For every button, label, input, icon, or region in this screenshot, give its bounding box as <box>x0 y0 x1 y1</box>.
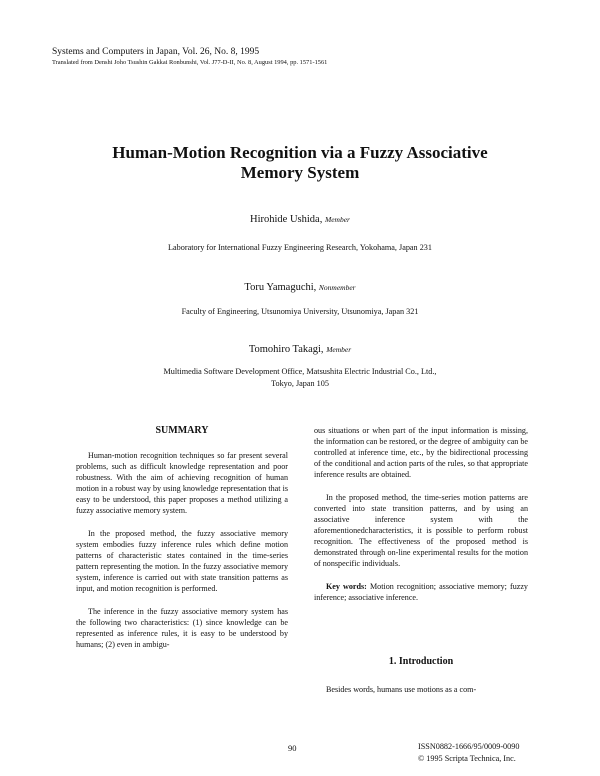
affiliation-1 <box>60 242 540 254</box>
summary-heading: SUMMARY <box>155 425 209 436</box>
keywords <box>314 581 528 603</box>
copyright: © 1995 Scripta Technica, Inc. <box>418 754 516 763</box>
summary-paragraph-5: In the proposed method, the time-series motion patterns are converted into state transition patterns, and by using an associative inference system with the aforementionedcharacteristics, it is possible to perform robust recognition. The effectiveness of the proposed method is demonstrated through on-line experimental results for the motion of nonspecific individuals. <box>314 493 528 568</box>
translation-note: Translated from Denshi Joho Tsushin Gakkai Ronbunshi, Vol. J77-D-II, No. 8, August 1994, pp. 1571-1561 <box>52 59 328 66</box>
affiliation-line: Laboratory for International Fuzzy Engineering Research, Yokohama, Japan 231 <box>168 243 432 252</box>
author-name: Toru Yamaguchi, <box>244 282 317 293</box>
keywords-text: Motion recognition; associative memory; fuzzy inference; associative inference. <box>314 582 528 602</box>
left-column <box>76 425 288 650</box>
introduction-first-line: Besides words, humans use motions as a com- <box>326 685 477 694</box>
paper-title <box>60 143 540 183</box>
summary-paragraph-1: Human-motion recognition techniques so far present several problems, such as difficult knowledge representation and poor robustness. With the aim of achieving recognition of human motion in a robust way by using knowledge representation that is easy to be understood, this paper proposes a method utilizing a fuzzy associative memory system. <box>76 451 288 515</box>
author-1 <box>60 213 540 226</box>
issn: ISSN0882-1666/95/0009-0090 <box>418 742 520 751</box>
introduction-heading: 1. Introduction <box>388 656 454 667</box>
keywords-label: Key words: <box>326 582 367 591</box>
right-column <box>314 425 528 615</box>
footer-right <box>418 741 519 765</box>
affiliation-line: Multimedia Software Development Office, Matsushita Electric Industrial Co., Ltd., <box>163 367 437 376</box>
title-line-2: Memory System <box>240 163 360 182</box>
author-name: Tomohiro Takagi, <box>248 344 324 355</box>
page-number: 90 <box>288 743 297 753</box>
author-role: Nonmember <box>318 283 356 292</box>
author-name: Hirohide Ushida, <box>250 214 323 225</box>
journal-citation: Systems and Computers in Japan, Vol. 26, No. 8, 1995 <box>52 47 260 57</box>
summary-paragraph-2: In the proposed method, the fuzzy associative memory system embodies fuzzy inference rules which define motion patterns of characteristic states contained in the time-series pattern representing the motion. In the fuzzy associative memory system, inference is carried out with state transition patterns as input, and motion recognition is performed. <box>76 529 288 593</box>
affiliation-2 <box>60 306 540 318</box>
affiliation-3 <box>60 366 540 390</box>
author-2 <box>60 281 540 294</box>
summary-paragraph-4: ous situations or when part of the input information is missing, the information can be restored, or the degree of ambiguity can be controlled at inference time, etc., by the bidirectional processing of the conditional and action parts of the rules, so that appropriate inference results are obtained. <box>314 426 528 479</box>
author-3 <box>60 343 540 356</box>
affiliation-line: Tokyo, Japan 105 <box>271 379 329 388</box>
title-line-1: Human-Motion Recognition via a Fuzzy Associative <box>112 143 488 162</box>
summary-paragraph-3: The inference in the fuzzy associative memory system has the following two characteristics: (1) since knowledge can be represented as inference rules, it is easy to be understood by humans; (2) even in ambigu- <box>76 607 288 649</box>
affiliation-line: Faculty of Engineering, Utsunomiya University, Utsunomiya, Japan 321 <box>181 307 419 316</box>
author-role: Member <box>324 215 350 224</box>
author-role: Member <box>326 345 352 354</box>
